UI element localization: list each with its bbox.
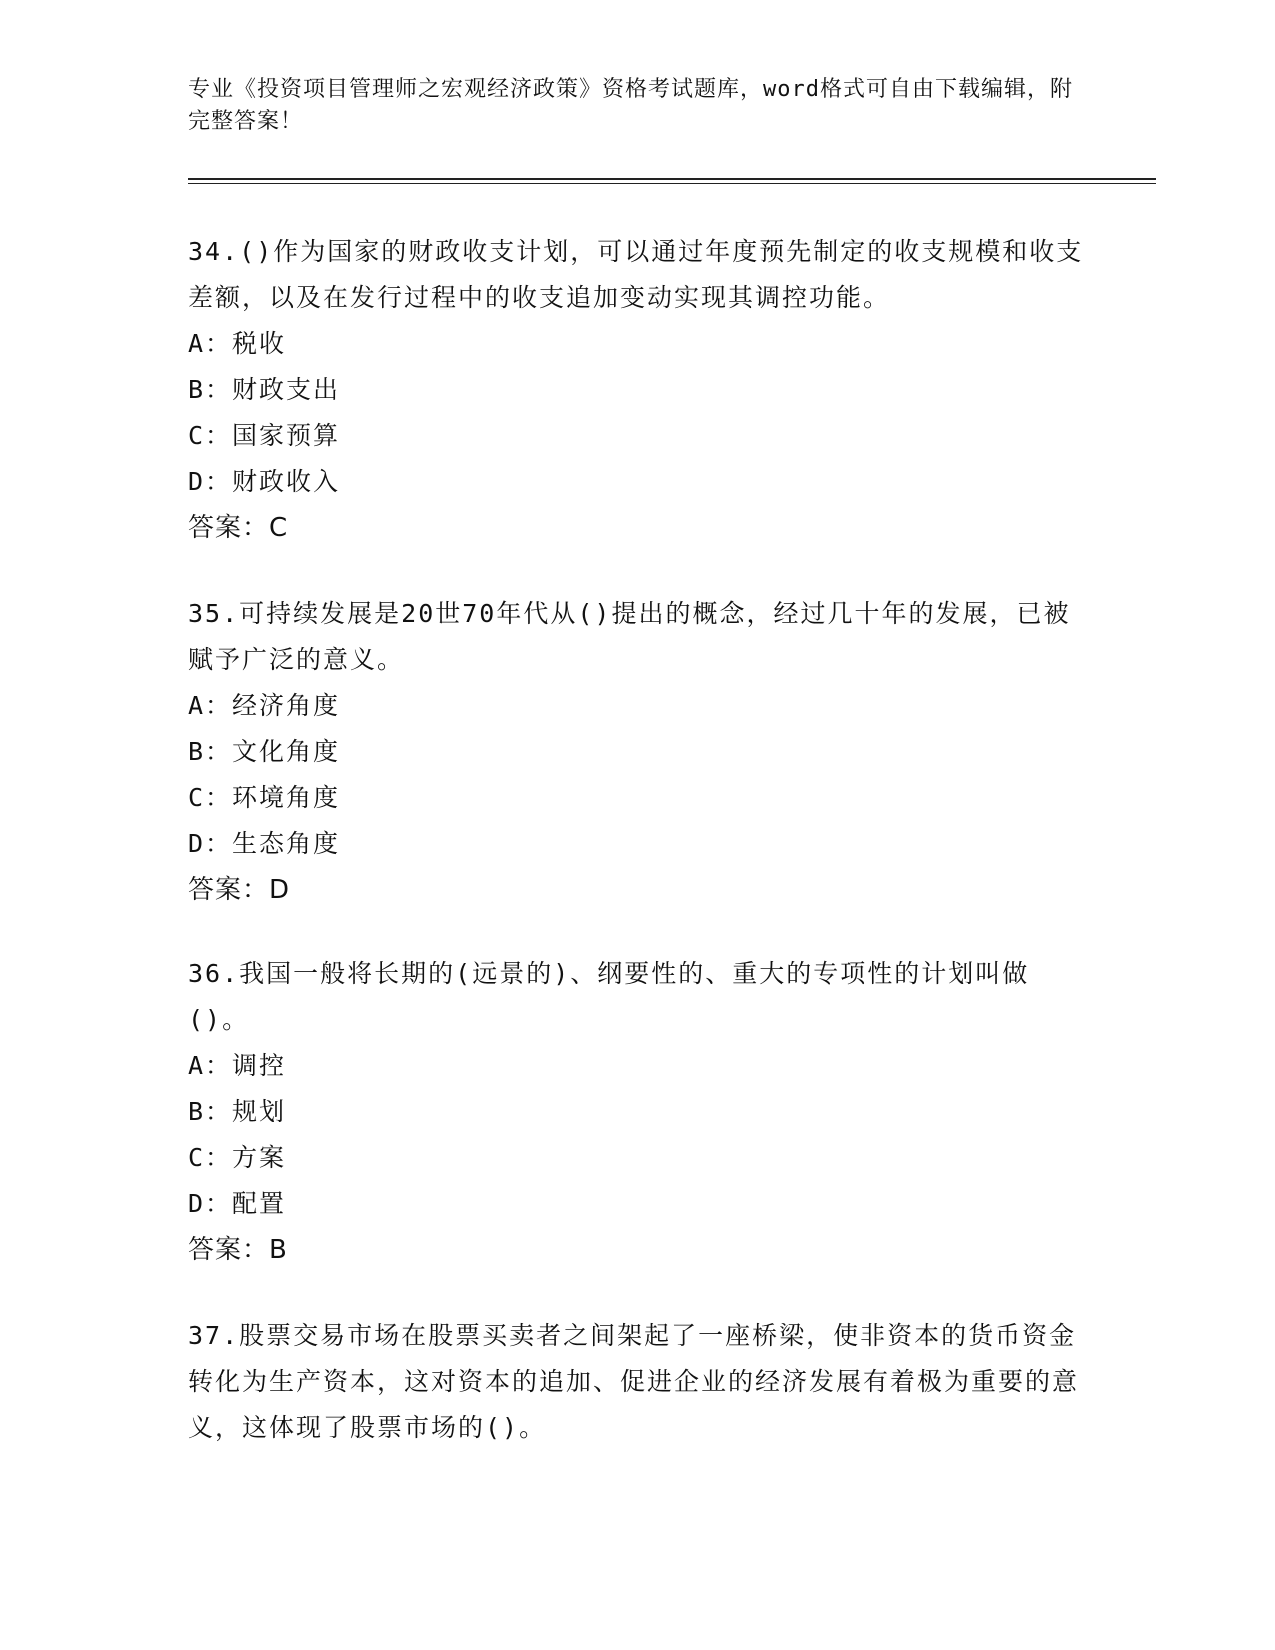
answer-label: 答案：B bbox=[188, 1235, 288, 1265]
header-divider-thick bbox=[188, 178, 1156, 180]
option-a: A：经济角度 bbox=[188, 691, 341, 720]
option-d: D：财政收入 bbox=[188, 467, 341, 496]
question-34 bbox=[188, 229, 1088, 551]
option-b: B：文化角度 bbox=[188, 737, 341, 766]
question-35 bbox=[188, 591, 1088, 913]
option-c: C：方案 bbox=[188, 1143, 287, 1172]
question-text: 37.股票交易市场在股票买卖者之间架起了一座桥梁，使非资本的货币资金转化为生产资本，这对资本的追加、促进企业的经济发展有着极为重要的意义，这体现了股票市场的()。 bbox=[188, 1321, 1080, 1442]
option-c: C：环境角度 bbox=[188, 783, 341, 812]
question-text: 36.我国一般将长期的(远景的)、纲要性的、重大的专项性的计划叫做()。 bbox=[188, 959, 1030, 1034]
question-text: 35.可持续发展是20世70年代从()提出的概念，经过几十年的发展，已被赋予广泛的意义。 bbox=[188, 599, 1071, 674]
answer-label: 答案：D bbox=[188, 875, 291, 905]
option-c: C：国家预算 bbox=[188, 421, 341, 450]
question-37 bbox=[188, 1313, 1088, 1451]
document-header: 专业《投资项目管理师之宏观经济政策》资格考试题库，word格式可自由下载编辑，附完整答案！ bbox=[188, 77, 1073, 134]
answer-label: 答案：C bbox=[188, 513, 289, 543]
option-b: B：规划 bbox=[188, 1097, 287, 1126]
question-36 bbox=[188, 951, 1088, 1273]
option-a: A：调控 bbox=[188, 1051, 287, 1080]
option-d: D：生态角度 bbox=[188, 829, 341, 858]
question-text: 34.()作为国家的财政收支计划，可以通过年度预先制定的收支规模和收支差额，以及在发行过程中的收支追加变动实现其调控功能。 bbox=[188, 237, 1084, 312]
header-divider-thin bbox=[188, 183, 1156, 184]
option-a: A：税收 bbox=[188, 329, 287, 358]
option-d: D：配置 bbox=[188, 1189, 287, 1218]
option-b: B：财政支出 bbox=[188, 375, 341, 404]
